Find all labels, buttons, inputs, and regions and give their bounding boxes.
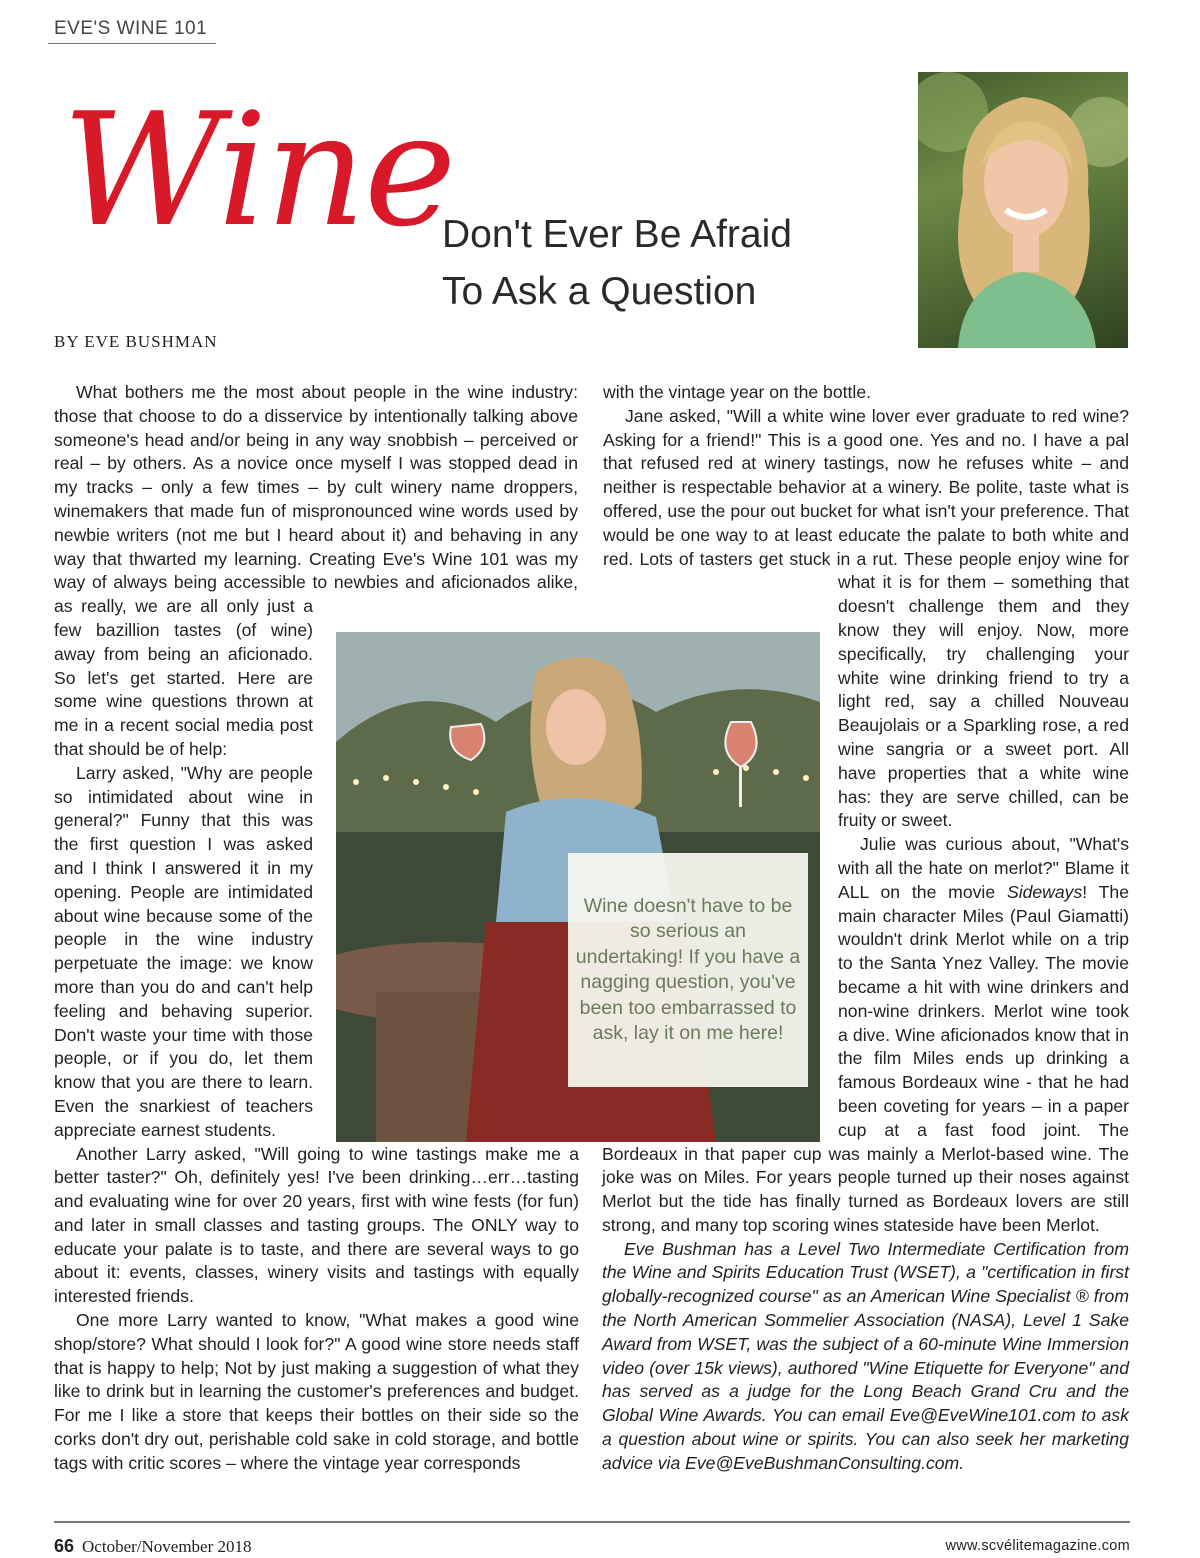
paragraph-larry-3: One more Larry wanted to know, "What makes a good wine shop/store? What should I look for?" A good wine store needs staff that is happy to help; Not by just making a suggestion of what they like to drink but in learning the customer's preferences and budget. For me I like a store that keeps their bottles on their side so the corks don't dry out, perishable cold sake in cold storage, and bottle tags with critic scores – where the vintage year corresponds bbox=[54, 1310, 579, 1473]
pull-quote: Wine doesn't have to be so serious an undertaking! If you have a nagging question, you've been too embarrassed to ask, lay it on me here! bbox=[568, 853, 808, 1087]
footer-rule bbox=[54, 1521, 1130, 1523]
wine-wordmark: Wine bbox=[62, 79, 455, 261]
author-portrait-illustration bbox=[918, 72, 1128, 348]
author-bio: Eve Bushman has a Level Two Intermediate Certification from the Wine and Spirits Education Trust (WSET), a "certification in first globally-recognized course" as an American Wine Specialist ® from the North American Sommelier Association (NASA), Level 1 Sake Award from WSET, was the subject of a 60-minute Wine Immersion video (over 15k views), authored "Wine Etiquette for Everyone" and has served as a judge for the Long Beach Grand Cru and the Global Wine Awards. You can email Eve@EveWine101.com to ask a question about wine or spirits. You can also seek her marketing advice via Eve@EveBushmanConsulting.com. bbox=[602, 1238, 1129, 1473]
paragraph-julie-text-a: Julie was curious about, "What's with all the hate on merlot?" Blame it ALL on the movie bbox=[838, 834, 1129, 902]
paragraph-jane: Jane asked, "Will a white wine lover ever graduate to red wine? Asking for a friend!" This is a good one. Yes and no. I have a pal that refused red at winery tastings, now he refuses white – and neither is respectable behavior at a winery. Be polite, taste what is offered, use the pour out bucket for what isn't your preference. That would be one way to at least educate the palate to both white and red. Lots of tasters get stuck in a rut. These people enjoy wine for what it is for them – something that doesn't challenge them and they know they will enjoy. Now, more specifically, try challenging your white wine drinking friend to try a light red, say a chilled Nouveau Beaujolais or a Sparkling rose, a red wine sangria or a sweet port. All have properties that a white wine has: they are serve chilled, can be fruity or sweet. bbox=[603, 405, 1129, 831]
paragraph-larry-1: Larry asked, "Why are people so intimidated about wine in general?" Funny that this was the first question I was asked and I think I answered it in my opening. People are intimidated about wine because some of the people in the wine industry perpetuate the image: we know more than you do and can't help feeling and behaving superior. Don't waste your time with those people, or if you do, let them know that you are there to learn. Even the snarkiest of teachers appreciate earnest students. bbox=[54, 762, 313, 1140]
subtitle-line-1: Don't Ever Be Afraid bbox=[442, 213, 792, 256]
film-title: Sideways bbox=[1006, 881, 1083, 902]
paragraph-larry-2: Another Larry asked, "Will going to wine tastings make me a better taster?" Oh, definitely yes! I've been drinking…err…tasting and evaluating wine for over 20 years, first with wine fests (for fun) and later in small classes and tasting groups. The ONLY way to educate your palate is to taste, and there are several ways to go about it: events, classes, winery visits and tastings with equally interested friends. bbox=[54, 1143, 579, 1307]
paragraph-continuation: with the vintage year on the bottle. bbox=[603, 382, 871, 402]
issue-date: October/November 2018 bbox=[82, 1537, 252, 1556]
page-number: 66 bbox=[54, 1536, 75, 1556]
byline: BY EVE BUSHMAN bbox=[54, 332, 218, 351]
paragraph-julie-text-b: ! The main character Miles (Paul Giamatti) wouldn't drink Merlot while on a trip to the Santa Ynez Valley. The movie became a hit with wine drinkers and non-wine drinkers. Merlot wine took a dive. Wine aficionados know that in the film Miles ends up drinking a famous Bordeaux wine - that he had been coveting for years – in a paper cup at a fast food joint. The Bordeaux in that paper cup was mainly a Merlot-based wine. The joke was on Miles. For years people turned up their noses against Merlot but the tide has finally turned as Bordeaux lovers are still strong, and many top scoring wines stateside have been Merlot. bbox=[602, 881, 1129, 1235]
folio bbox=[54, 1536, 252, 1557]
section-kicker: EVE'S WINE 101 bbox=[48, 14, 216, 44]
article-subtitle bbox=[442, 206, 902, 320]
author-photo bbox=[918, 72, 1128, 348]
subtitle-line-2: To Ask a Question bbox=[442, 270, 757, 313]
magazine-website: www.scvélitemagazine.com bbox=[945, 1538, 1130, 1554]
image-wrap-offset-left bbox=[578, 381, 579, 617]
paragraph-intro-text: What bothers me the most about people in the wine industry: those that choose to do a disservice by intentionally talking above someone's head and/or being in any way snobbish – perceived or real – by others. As a novice once myself I was stopped dead in my tracks – only a few times – by cult winery name droppers, winemakers that made fun of mispronounced wine words used by newbie writers (not me but I heard about it) and behaving in any way that thwarted my learning. Creating Eve's Wine 101 was my way of always being accessible to newbies and aficionados alike, as really, we are all only just a few bazillion tastes (of wine) away from being an aficionado. So let's get started. Here are some wine questions thrown at me in a recent social media post that should be of help: bbox=[54, 382, 578, 759]
